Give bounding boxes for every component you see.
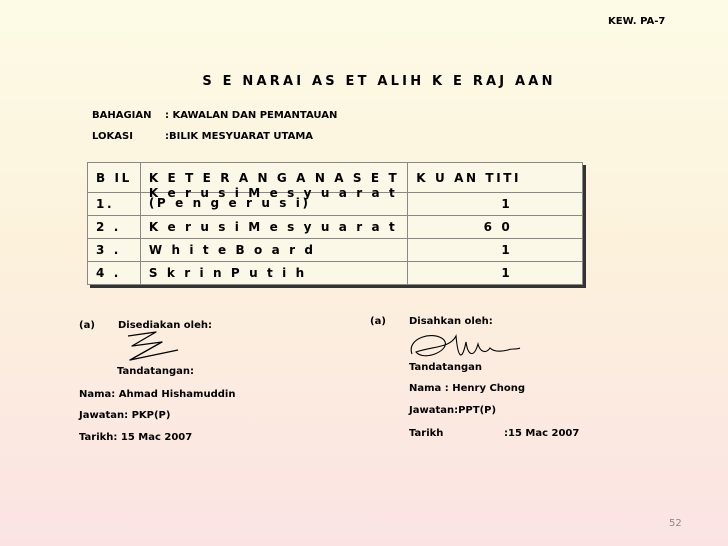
left-name: Nama: Ahmad Hishamuddin [79, 389, 236, 400]
row-number: 1. [88, 193, 141, 216]
row-quantity: 6 0 [408, 216, 583, 239]
page-number: 52 [669, 518, 682, 529]
header-bil: B IL [88, 163, 141, 193]
header-kuantiti: K U AN TITI [408, 163, 583, 193]
left-marker: (a) [79, 320, 95, 331]
row-quantity: 1 [408, 193, 583, 216]
left-heading: Disediakan oleh: [118, 320, 212, 331]
form-code: KEW. PA-7 [608, 16, 666, 27]
left-tarikh: Tarikh: 15 Mac 2007 [79, 432, 193, 443]
left-jawatan: Jawatan: PKP(P) [79, 410, 171, 421]
header-keterangan: K E T E R A N G A N A S E T [140, 163, 407, 193]
row-number: 2 . [88, 216, 141, 239]
row-quantity: 1 [408, 262, 583, 285]
lokasi-value: :BILIK MESYUARAT UTAMA [165, 131, 314, 142]
row-description: S k r i n P u t i h [140, 262, 407, 285]
bahagian-label: BAHAGIAN [92, 110, 152, 121]
right-marker: (a) [370, 316, 386, 327]
table-row [88, 193, 583, 216]
right-tarikh-label: Tarikh [409, 428, 444, 439]
row-description: K e r u s i M e s y u a r a t [140, 216, 407, 239]
row-quantity: 1 [408, 239, 583, 262]
row-description-sub: (P e n g e r u s i) [148, 196, 311, 210]
right-heading: Disahkan oleh: [409, 316, 493, 327]
row-number: 4 . [88, 262, 141, 285]
left-signature-image [122, 330, 182, 364]
table-row [88, 216, 583, 239]
right-name: Nama : Henry Chong [409, 383, 526, 394]
document-title: S E NARAI AS ET ALIH K E RAJ AAN [202, 74, 556, 89]
lokasi-label: LOKASI [92, 131, 133, 142]
right-signature-label: Tandatangan [409, 362, 482, 373]
row-description: W h i t e B o a r d [140, 239, 407, 262]
row-description-main: K e r u s i M e s y u a r a t [148, 186, 398, 200]
table-row [88, 239, 583, 262]
row-description [140, 186, 407, 216]
right-jawatan: Jawatan:PPT(P) [409, 405, 497, 416]
row-number: 3 . [88, 239, 141, 262]
right-tarikh-value: :15 Mac 2007 [504, 428, 580, 439]
table-row [88, 262, 583, 285]
left-signature-label: Tandatangan: [117, 366, 194, 377]
bahagian-value: : KAWALAN DAN PEMANTAUAN [165, 110, 338, 121]
asset-table [87, 162, 583, 285]
